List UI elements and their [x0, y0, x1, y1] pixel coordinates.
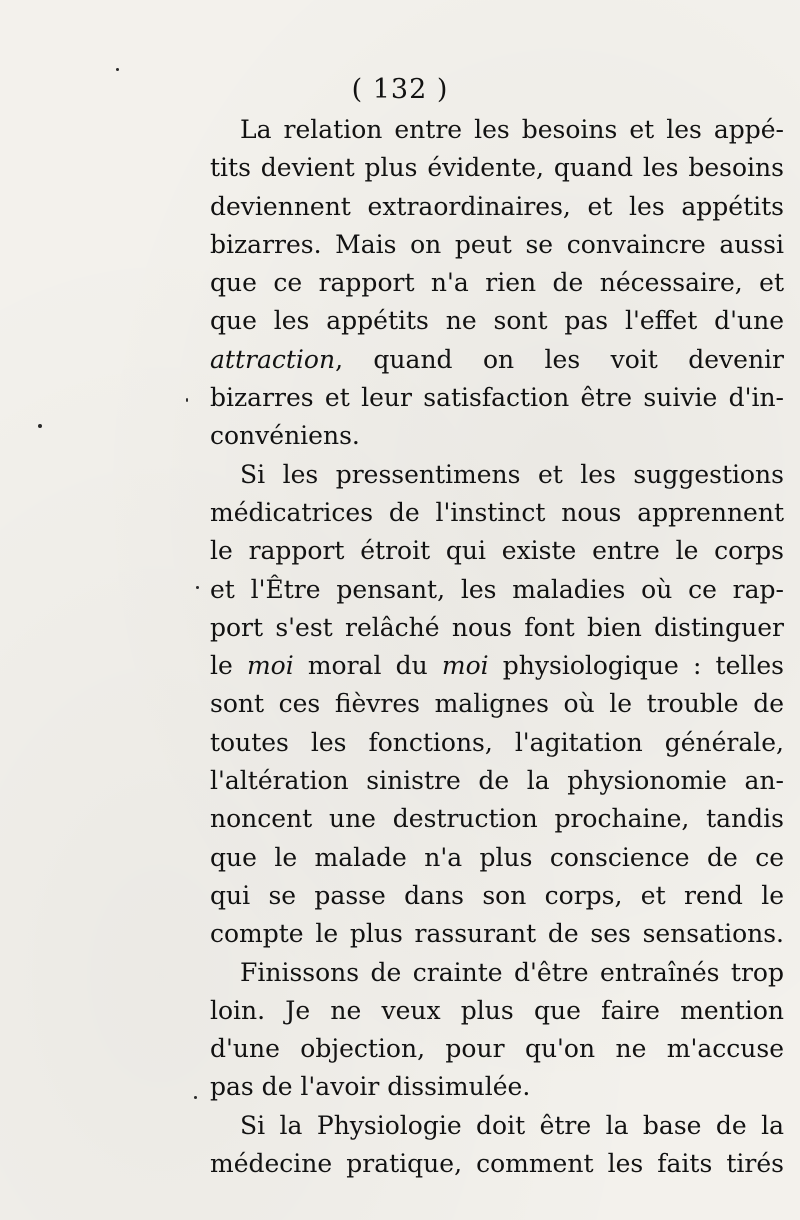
- text-line: bizarres. Mais on peut se convaincre aussi: [210, 229, 784, 259]
- paper-speck: [194, 1096, 197, 1099]
- text-line: toutes les fonctions, l'agitation générale,: [210, 727, 784, 757]
- text-line: tits devient plus évidente, quand les besoins: [210, 153, 784, 183]
- text-line: que le malade n'a plus conscience de ce: [210, 842, 784, 872]
- text-line: et l'Être pensant, les maladies où ce rap-: [210, 574, 784, 604]
- text-line: convéniens.: [210, 421, 360, 451]
- text-line: médecine pratique, comment les faits tirés: [210, 1149, 784, 1179]
- text-line: le rapport étroit qui existe entre le corps: [210, 536, 784, 566]
- body-text: [210, 111, 784, 1183]
- text-line: [210, 647, 784, 685]
- text-line: qui se passe dans son corps, et rend le: [210, 880, 784, 910]
- text-fragment: le: [210, 651, 247, 681]
- italic-word: moi: [441, 651, 489, 681]
- text-line: Si les pressentimens et les suggestions: [240, 459, 784, 489]
- text-line: que les appétits ne sont pas l'effet d'une: [210, 306, 784, 336]
- text-line: médicatrices de l'instinct nous apprennent: [210, 497, 784, 527]
- text-line: deviennent extraordinaires, et les appétits: [210, 191, 784, 221]
- paper-speck: [186, 398, 188, 402]
- text-line: Finissons de crainte d'être entraînés trop: [240, 957, 784, 987]
- text-line: d'une objection, pour qu'on ne m'accuse: [210, 1034, 784, 1064]
- text-line: pas de l'avoir dissimulée.: [210, 1072, 531, 1102]
- page-number: ( 132 ): [351, 74, 449, 105]
- paper-speck: [196, 586, 199, 589]
- text-line: que ce rapport n'a rien de nécessaire, et: [210, 268, 784, 298]
- text-line: La relation entre les besoins et les appé-: [240, 115, 784, 144]
- italic-word: attraction: [210, 344, 336, 374]
- text-line: compte le plus rassurant de ses sensations.: [210, 919, 784, 949]
- text-line: l'altération sinistre de la physionomie an-: [210, 766, 784, 796]
- text-line: Si la Physiologie doit être la base de la: [240, 1110, 784, 1140]
- text-line: bizarres et leur satisfaction être suivie d'in-: [210, 383, 784, 413]
- text-fragment: moral du: [293, 651, 442, 681]
- text-fragment: , quand on les voit devenir: [335, 344, 784, 374]
- text-line: [210, 341, 784, 379]
- paper-speck: [116, 68, 119, 71]
- text-line: loin. Je ne veux plus que faire mention: [210, 995, 784, 1025]
- text-fragment: physiologique : telles: [488, 651, 784, 681]
- paper-speck: [38, 424, 42, 428]
- text-line: port s'est relâché nous font bien distinguer: [210, 612, 784, 642]
- italic-word: moi: [246, 651, 294, 681]
- text-line: noncent une destruction prochaine, tandis: [210, 804, 784, 834]
- text-line: sont ces fièvres malignes où le trouble de: [210, 689, 784, 719]
